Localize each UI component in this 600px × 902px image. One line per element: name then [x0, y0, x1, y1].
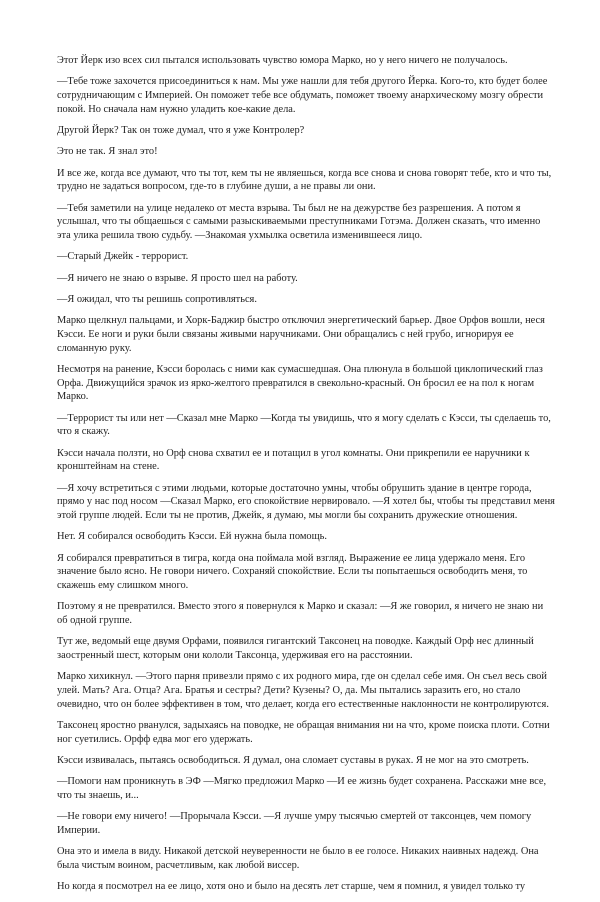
text-line: трудно не задаться вопросом, где-то в глубине души, а не правы ли они. — [57, 181, 376, 193]
text-line: Тут же, ведомый еще двумя Орфами, появился гигантский Таксонец на поводке. Каждый Орф нес длинный — [57, 636, 534, 648]
paragraph — [57, 552, 557, 593]
text-line: услышал, что ты общаешься с самыми разыскиваемыми преступниками Готэма. Должен сказать, что именно — [57, 216, 541, 228]
text-line: Нет. Я собирался освободить Кэсси. Ей нужна была помощь. — [57, 531, 327, 543]
text-line: кронштейнам на стене. — [57, 461, 160, 473]
text-line: прямо у нас под носом —Сказал Марко, его спокойствие нервировало. —Я хотел бы, чтобы ты представил меня — [57, 496, 555, 508]
text-line: Несмотря на ранение, Кэсси боролась с ними как сумасшедшая. Она плюнула в большой циклопический глаз — [57, 363, 543, 375]
text-line: улей. Мать? Ага. Отца? Ага. Братья и сестры? Дети? Кузены? О, да. Мы пытались заразить его, но стало — [57, 685, 521, 696]
text-line: Кэсси начала ползти, но Орф снова схватил ее и потащил в угол комнаты. Они прикрепили ее наручники к — [57, 447, 530, 459]
paragraph — [57, 635, 557, 662]
text-line: была чистым воином, расчетливым, как любой виссер. — [57, 860, 300, 871]
paragraph — [57, 880, 557, 894]
text-line: Марко. — [57, 391, 89, 403]
text-line: —Я ожидал, что ты решишь сопротивляться. — [57, 293, 257, 305]
text-line: Этот Йерк изо всех сил пытался использовать чувство юмора Марко, но у него ничего не получалось. — [57, 55, 508, 66]
text-line: —Тебе тоже захочется присоединиться к нам. Мы уже нашли для тебя другого Йерка. Кого-то, кто будет более — [57, 76, 548, 88]
text-line: Империи. — [57, 825, 101, 836]
text-line: сломанную руку. — [57, 342, 132, 354]
text-line: —Я хочу встретиться с этими людьми, которые достаточно умны, чтобы обрушить здание в центре города, — [57, 482, 532, 494]
paragraph — [57, 54, 557, 68]
text-line: скажешь ему слишком много. — [57, 580, 189, 591]
text-line: И все же, когда все думают, что ты тот, кем ты не являешься, когда все снова и снова говорят тебе, кто и что ты, — [57, 167, 552, 179]
paragraph — [57, 600, 557, 627]
text-line: —Я ничего не знаю о взрыве. Я просто шел на работу. — [57, 272, 298, 284]
text-line: что ты знаешь, и... — [57, 790, 139, 801]
paragraph — [57, 670, 557, 711]
paragraph — [57, 447, 557, 474]
text-line: Орфа. Движущийся зрачок из ярко-желтого превратился в свекольно-красный. Он бросил ее на пол к ногам — [57, 377, 535, 389]
paragraph — [57, 754, 557, 768]
paragraph — [57, 202, 557, 243]
paragraph — [57, 167, 557, 194]
paragraph — [57, 412, 557, 439]
text-line: Но когда я посмотрел на ее лицо, хотя оно и было на десять лет старше, чем я помнил, я увидел только ту — [57, 881, 526, 893]
text-line: —Старый Джейк - террорист. — [57, 251, 189, 263]
paragraph — [57, 810, 557, 837]
text-line: Кэсси извивалась, пытаясь освободиться. Я думал, она сломает суставы в руках. Я не мог на это смотреть. — [57, 755, 529, 766]
text-line: —Террорист ты или нет —Сказал мне Марко —Когда ты увидишь, что я могу сделать с Кэсси, ты сделаешь то, — [57, 412, 551, 424]
text-line: —Помоги нам проникнуть в ЭФ —Мягко предложил Марко —И ее жизнь будет сохранена. Расскажи мне все, — [57, 776, 547, 788]
paragraph — [57, 775, 557, 802]
text-line: эта улика решила твою судьбу. —Знакомая ухмылка осветила изменившееся лицо. — [57, 230, 423, 241]
text-line: Поэтому я не превратился. Вместо этого я повернулся к Марко и сказал: —Я же говорил, я ничего не знаю ни — [57, 601, 544, 613]
paragraph — [57, 363, 557, 404]
text-line: значение было ясно. Не говори ничего. Сохраняй спокойствие. Если ты попытаешься освободить меня, то — [57, 566, 528, 578]
text-line: Кэсси. Ее ноги и руки были связаны живыми наручниками. Они обращались с ней грубо, игнорируя ее — [57, 328, 514, 340]
paragraph — [57, 75, 557, 116]
paragraph — [57, 272, 557, 286]
text-line: Я собирался превратиться в тигра, когда она поймала мой взгляд. Выражение ее лица удержало меня. Его — [57, 552, 526, 564]
text-line: Таксонец яростно рванулся, задыхаясь на поводке, не обращая внимания ни на что, кроме поиска плоти. Сотни — [57, 720, 550, 731]
paragraph — [57, 314, 557, 355]
text-line: что я скажу. — [57, 426, 110, 438]
text-line: об одной группе. — [57, 615, 133, 626]
text-line: —Тебя заметили на улице недалеко от места взрыва. Ты был не на дежурстве без разрешения. А потом я — [57, 202, 521, 214]
text-line: заостренный шест, которым они кололи Таксонца, удерживая его на расстоянии. — [57, 650, 413, 661]
text-line: ног суетились. Орфф едва мог его удержать. — [57, 733, 253, 745]
document-page — [57, 54, 557, 902]
paragraph — [57, 250, 557, 264]
text-line: покой. Но сначала нам нужно уладить кое-какие дела. — [57, 103, 296, 115]
paragraph — [57, 145, 557, 159]
paragraph — [57, 482, 557, 523]
text-line: Марко хихикнул. —Этого парня привезли прямо с их родного мира, где он сделал себе имя. Он съел весь свой — [57, 671, 547, 683]
text-line: очевидно, что он более эффективен в том, что делает, когда его естественные наклонности не контролируются. — [57, 698, 549, 710]
paragraph — [57, 530, 557, 544]
paragraph — [57, 293, 557, 307]
text-line: Это не так. Я знал это! — [57, 146, 158, 158]
paragraph — [57, 845, 557, 872]
paragraph — [57, 719, 557, 746]
text-line: Она это и имела в виду. Никакой детской неуверенности не было в ее голосе. Никаких наивных надежд. Она — [57, 846, 539, 858]
text-line: Другой Йерк? Так он тоже думал, что я уже Контролер? — [57, 125, 305, 136]
text-line: —Не говори ему ничего! —Прорычала Кэсси. —Я лучше умру тысячью смертей от таксонцев, чем помогу — [57, 811, 532, 823]
text-line: Марко щелкнул пальцами, и Хорк-Баджир быстро отключил энергетический барьер. Двое Орфов вошли, неся — [57, 315, 545, 327]
paragraph — [57, 124, 557, 138]
text-line: этой группе людей. Если ты не против, Джейк, я думаю, мы могли бы сохранить дружеские отношения. — [57, 510, 518, 521]
text-line: сотрудничающим с Империей. Он поможет тебе все обдумать, поможет твоему анархическому мозгу обрести — [57, 90, 544, 101]
